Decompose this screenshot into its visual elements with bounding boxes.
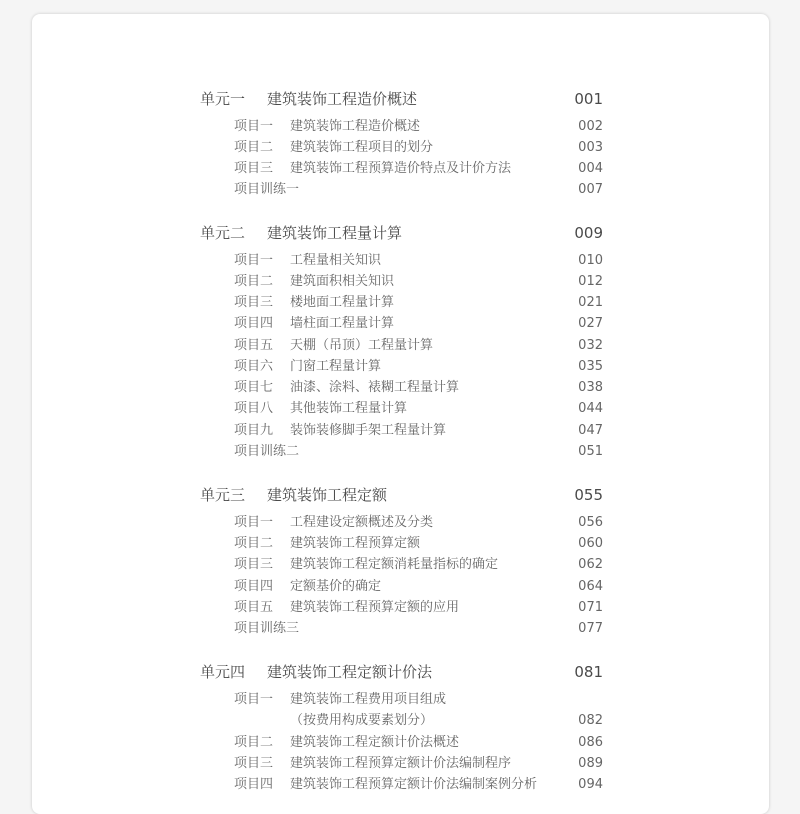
item-title: 工程建设定额概述及分类 xyxy=(290,515,434,530)
item-page-number: 003 xyxy=(578,140,603,155)
item-page-number: 002 xyxy=(578,119,603,134)
toc-item[interactable] xyxy=(32,597,769,618)
item-page-number: 071 xyxy=(578,600,603,615)
item-label: 项目三 xyxy=(234,756,274,771)
item-label: 项目一 xyxy=(234,253,274,268)
item-page-number: 027 xyxy=(578,316,603,331)
unit-heading[interactable] xyxy=(32,223,769,244)
toc-item[interactable] xyxy=(32,356,769,377)
item-page-number: 077 xyxy=(578,621,603,636)
item-title: 墙柱面工程量计算 xyxy=(290,316,395,331)
toc-item[interactable] xyxy=(32,576,769,597)
item-label: 项目四 xyxy=(234,316,274,331)
unit-page-number: 081 xyxy=(574,663,603,681)
item-title: 建筑装饰工程造价概述 xyxy=(290,119,421,134)
unit-label: 单元二 xyxy=(200,224,246,242)
toc-item[interactable] xyxy=(32,533,769,554)
item-title: 定额基价的确定 xyxy=(290,579,382,594)
unit-page-number: 009 xyxy=(574,224,603,242)
item-page-number: 056 xyxy=(578,515,603,530)
toc-item[interactable] xyxy=(32,441,769,462)
item-page-number: 064 xyxy=(578,579,603,594)
toc-item[interactable] xyxy=(32,554,769,575)
toc-item[interactable] xyxy=(32,398,769,419)
toc-item[interactable] xyxy=(32,512,769,533)
unit-label: 单元四 xyxy=(200,663,246,681)
item-page-number: 047 xyxy=(578,423,603,438)
item-title: 建筑面积相关知识 xyxy=(290,274,395,289)
item-page-number: 007 xyxy=(578,182,603,197)
toc-item[interactable] xyxy=(32,689,769,710)
toc-item[interactable] xyxy=(32,271,769,292)
item-label: 项目三 xyxy=(234,295,274,310)
item-title: 建筑装饰工程定额消耗量指标的确定 xyxy=(290,557,499,572)
item-title: 建筑装饰工程定额计价法概述 xyxy=(290,735,460,750)
toc-item[interactable] xyxy=(32,158,769,179)
item-label: 项目二 xyxy=(234,274,274,289)
item-page-number: 051 xyxy=(578,444,603,459)
item-title: 建筑装饰工程费用项目组成 xyxy=(290,692,447,707)
toc-item[interactable] xyxy=(32,618,769,639)
item-title: 装饰装修脚手架工程量计算 xyxy=(290,423,447,438)
unit-heading[interactable] xyxy=(32,662,769,683)
toc-page xyxy=(32,14,769,814)
toc-item[interactable] xyxy=(32,377,769,398)
item-label: 项目四 xyxy=(234,579,274,594)
item-title: 建筑装饰工程预算定额计价法编制程序 xyxy=(290,756,512,771)
item-label: 项目五 xyxy=(234,600,274,615)
item-label: 项目五 xyxy=(234,338,274,353)
toc-item[interactable] xyxy=(32,137,769,158)
item-label: 项目七 xyxy=(234,380,274,395)
item-label: 项目八 xyxy=(234,401,274,416)
item-label: 项目训练三 xyxy=(234,621,300,636)
item-title: 建筑装饰工程项目的划分 xyxy=(290,140,434,155)
item-page-number: 082 xyxy=(578,713,603,728)
toc-item[interactable] xyxy=(32,250,769,271)
toc-item[interactable] xyxy=(32,335,769,356)
item-label: 项目九 xyxy=(234,423,274,438)
item-title: 建筑装饰工程预算定额的应用 xyxy=(290,600,460,615)
item-label: 项目一 xyxy=(234,119,274,134)
item-title-continuation: （按费用构成要素划分） xyxy=(290,713,434,728)
item-page-number: 021 xyxy=(578,295,603,310)
item-label: 项目一 xyxy=(234,515,274,530)
item-title: 建筑装饰工程预算造价特点及计价方法 xyxy=(290,161,512,176)
unit-heading[interactable] xyxy=(32,485,769,506)
item-title: 天棚（吊顶）工程量计算 xyxy=(290,338,434,353)
item-page-number: 032 xyxy=(578,338,603,353)
item-label: 项目六 xyxy=(234,359,274,374)
item-label: 项目训练二 xyxy=(234,444,300,459)
item-title: 工程量相关知识 xyxy=(290,253,382,268)
item-label: 项目二 xyxy=(234,536,274,551)
item-label: 项目二 xyxy=(234,735,274,750)
item-page-number: 089 xyxy=(578,756,603,771)
item-page-number: 060 xyxy=(578,536,603,551)
toc-item[interactable] xyxy=(32,732,769,753)
item-title: 门窗工程量计算 xyxy=(290,359,382,374)
item-label: 项目三 xyxy=(234,557,274,572)
toc-item-continuation[interactable] xyxy=(32,710,769,731)
item-page-number: 094 xyxy=(578,777,603,792)
toc-item[interactable] xyxy=(32,420,769,441)
item-page-number: 038 xyxy=(578,380,603,395)
unit-page-number: 055 xyxy=(574,486,603,504)
item-label: 项目二 xyxy=(234,140,274,155)
toc-item[interactable] xyxy=(32,179,769,200)
unit-title: 建筑装饰工程定额计价法 xyxy=(267,663,433,681)
item-title: 油漆、涂料、裱糊工程量计算 xyxy=(290,380,460,395)
item-page-number: 062 xyxy=(578,557,603,572)
unit-heading[interactable] xyxy=(32,89,769,110)
toc-item[interactable] xyxy=(32,292,769,313)
toc-item[interactable] xyxy=(32,313,769,334)
item-page-number: 086 xyxy=(578,735,603,750)
unit-title: 建筑装饰工程定额 xyxy=(267,486,388,504)
item-label: 项目训练一 xyxy=(234,182,300,197)
item-page-number: 044 xyxy=(578,401,603,416)
item-label: 项目一 xyxy=(234,692,274,707)
unit-title: 建筑装饰工程量计算 xyxy=(267,224,403,242)
item-page-number: 010 xyxy=(578,253,603,268)
item-page-number: 035 xyxy=(578,359,603,374)
item-page-number: 012 xyxy=(578,274,603,289)
item-page-number: 004 xyxy=(578,161,603,176)
toc-item[interactable] xyxy=(32,774,769,795)
unit-page-number: 001 xyxy=(574,90,603,108)
item-title: 建筑装饰工程预算定额 xyxy=(290,536,421,551)
item-title: 楼地面工程量计算 xyxy=(290,295,395,310)
toc-item[interactable] xyxy=(32,116,769,137)
unit-label: 单元三 xyxy=(200,486,246,504)
unit-title: 建筑装饰工程造价概述 xyxy=(267,90,418,108)
item-title: 其他装饰工程量计算 xyxy=(290,401,408,416)
item-label: 项目四 xyxy=(234,777,274,792)
toc-item[interactable] xyxy=(32,753,769,774)
item-title: 建筑装饰工程预算定额计价法编制案例分析 xyxy=(290,777,538,792)
item-label: 项目三 xyxy=(234,161,274,176)
unit-label: 单元一 xyxy=(200,90,246,108)
